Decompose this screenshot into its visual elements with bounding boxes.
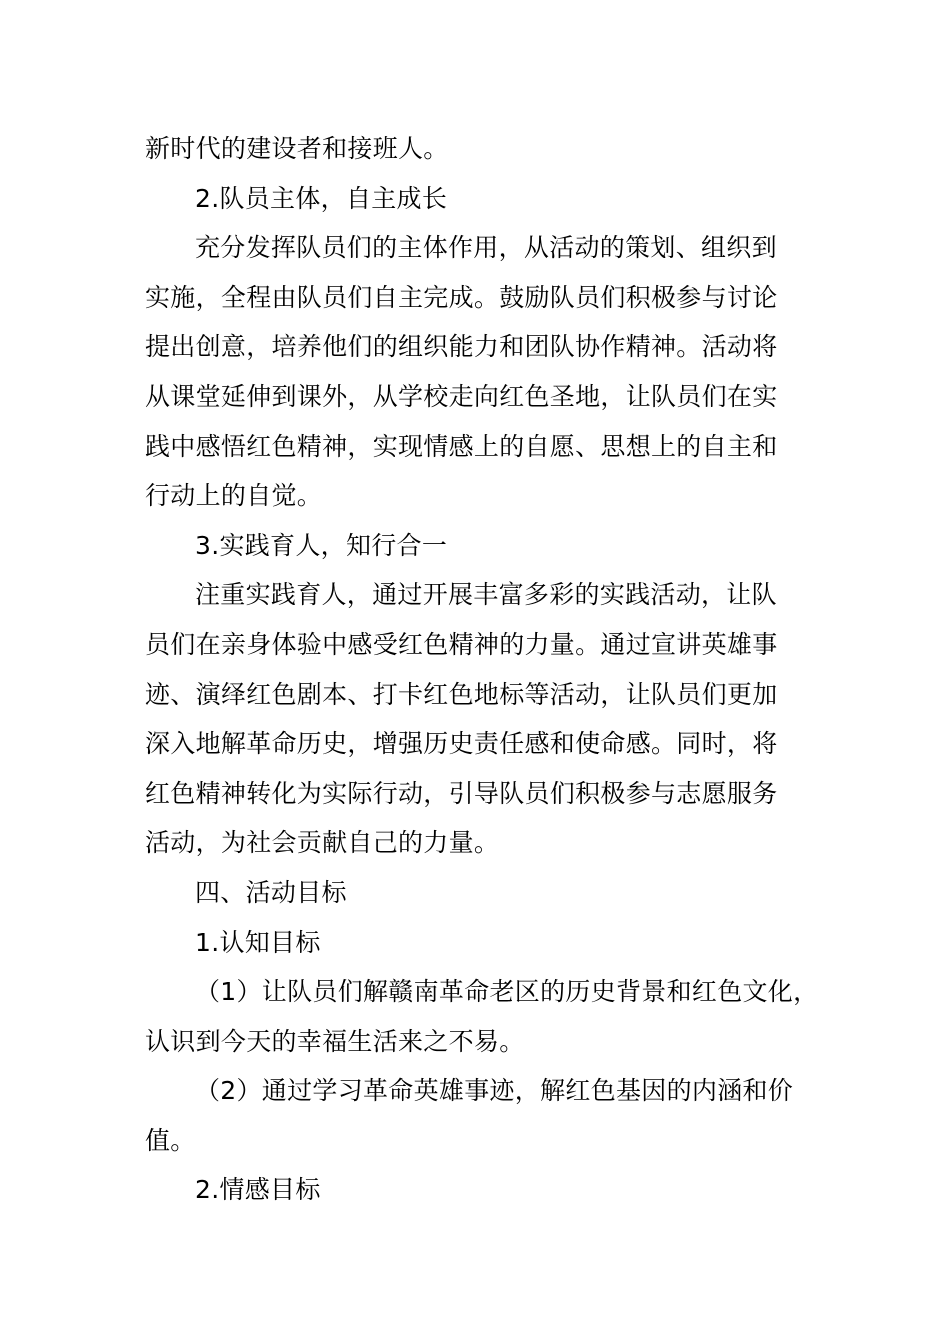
section-heading: 2.队员主体，自主成长 bbox=[195, 183, 448, 213]
text-line: 行动上的自觉。 bbox=[145, 481, 323, 511]
document-body bbox=[145, 124, 819, 1215]
text-line: 活动，为社会贡献自己的力量。 bbox=[145, 828, 500, 858]
text-line: 员们在亲身体验中感受红色精神的力量。通过宣讲英雄事 bbox=[145, 629, 778, 659]
section-heading: 2.情感目标 bbox=[195, 1175, 321, 1205]
text-line: 值。 bbox=[145, 1125, 196, 1155]
text-line: 注重实践育人，通过开展丰富多彩的实践活动，让队 bbox=[195, 580, 777, 610]
section-heading: 3.实践育人，知行合一 bbox=[195, 530, 448, 560]
text-line: （1）让队员们解赣南革命老区的历史背景和红色文化， bbox=[195, 977, 819, 1007]
text-line: 认识到今天的幸福生活来之不易。 bbox=[145, 1026, 525, 1056]
section-heading: 四、活动目标 bbox=[195, 877, 347, 907]
text-line: 提出创意，培养他们的组织能力和团队协作精神。活动将 bbox=[145, 332, 778, 362]
text-line: （2）通过学习革命英雄事迹，解红色基因的内涵和价 bbox=[195, 1076, 794, 1106]
text-line: 迹、演绎红色剧本、打卡红色地标等活动，让队员们更加 bbox=[145, 679, 778, 709]
text-line: 深入地解革命历史，增强历史责任感和使命感。同时，将 bbox=[145, 729, 778, 759]
text-line: 实施，全程由队员们自主完成。鼓励队员们积极参与讨论 bbox=[145, 282, 778, 312]
text-line: 红色精神转化为实际行动，引导队员们积极参与志愿服务 bbox=[145, 778, 778, 808]
text-line: 充分发挥队员们的主体作用，从活动的策划、组织到 bbox=[195, 233, 777, 263]
section-heading: 1.认知目标 bbox=[195, 927, 321, 957]
text-line: 从课堂延伸到课外，从学校走向红色圣地，让队员们在实 bbox=[145, 381, 778, 411]
text-line: 践中感悟红色精神，实现情感上的自愿、思想上的自主和 bbox=[145, 431, 778, 461]
text-line: 新时代的建设者和接班人。 bbox=[145, 134, 449, 163]
